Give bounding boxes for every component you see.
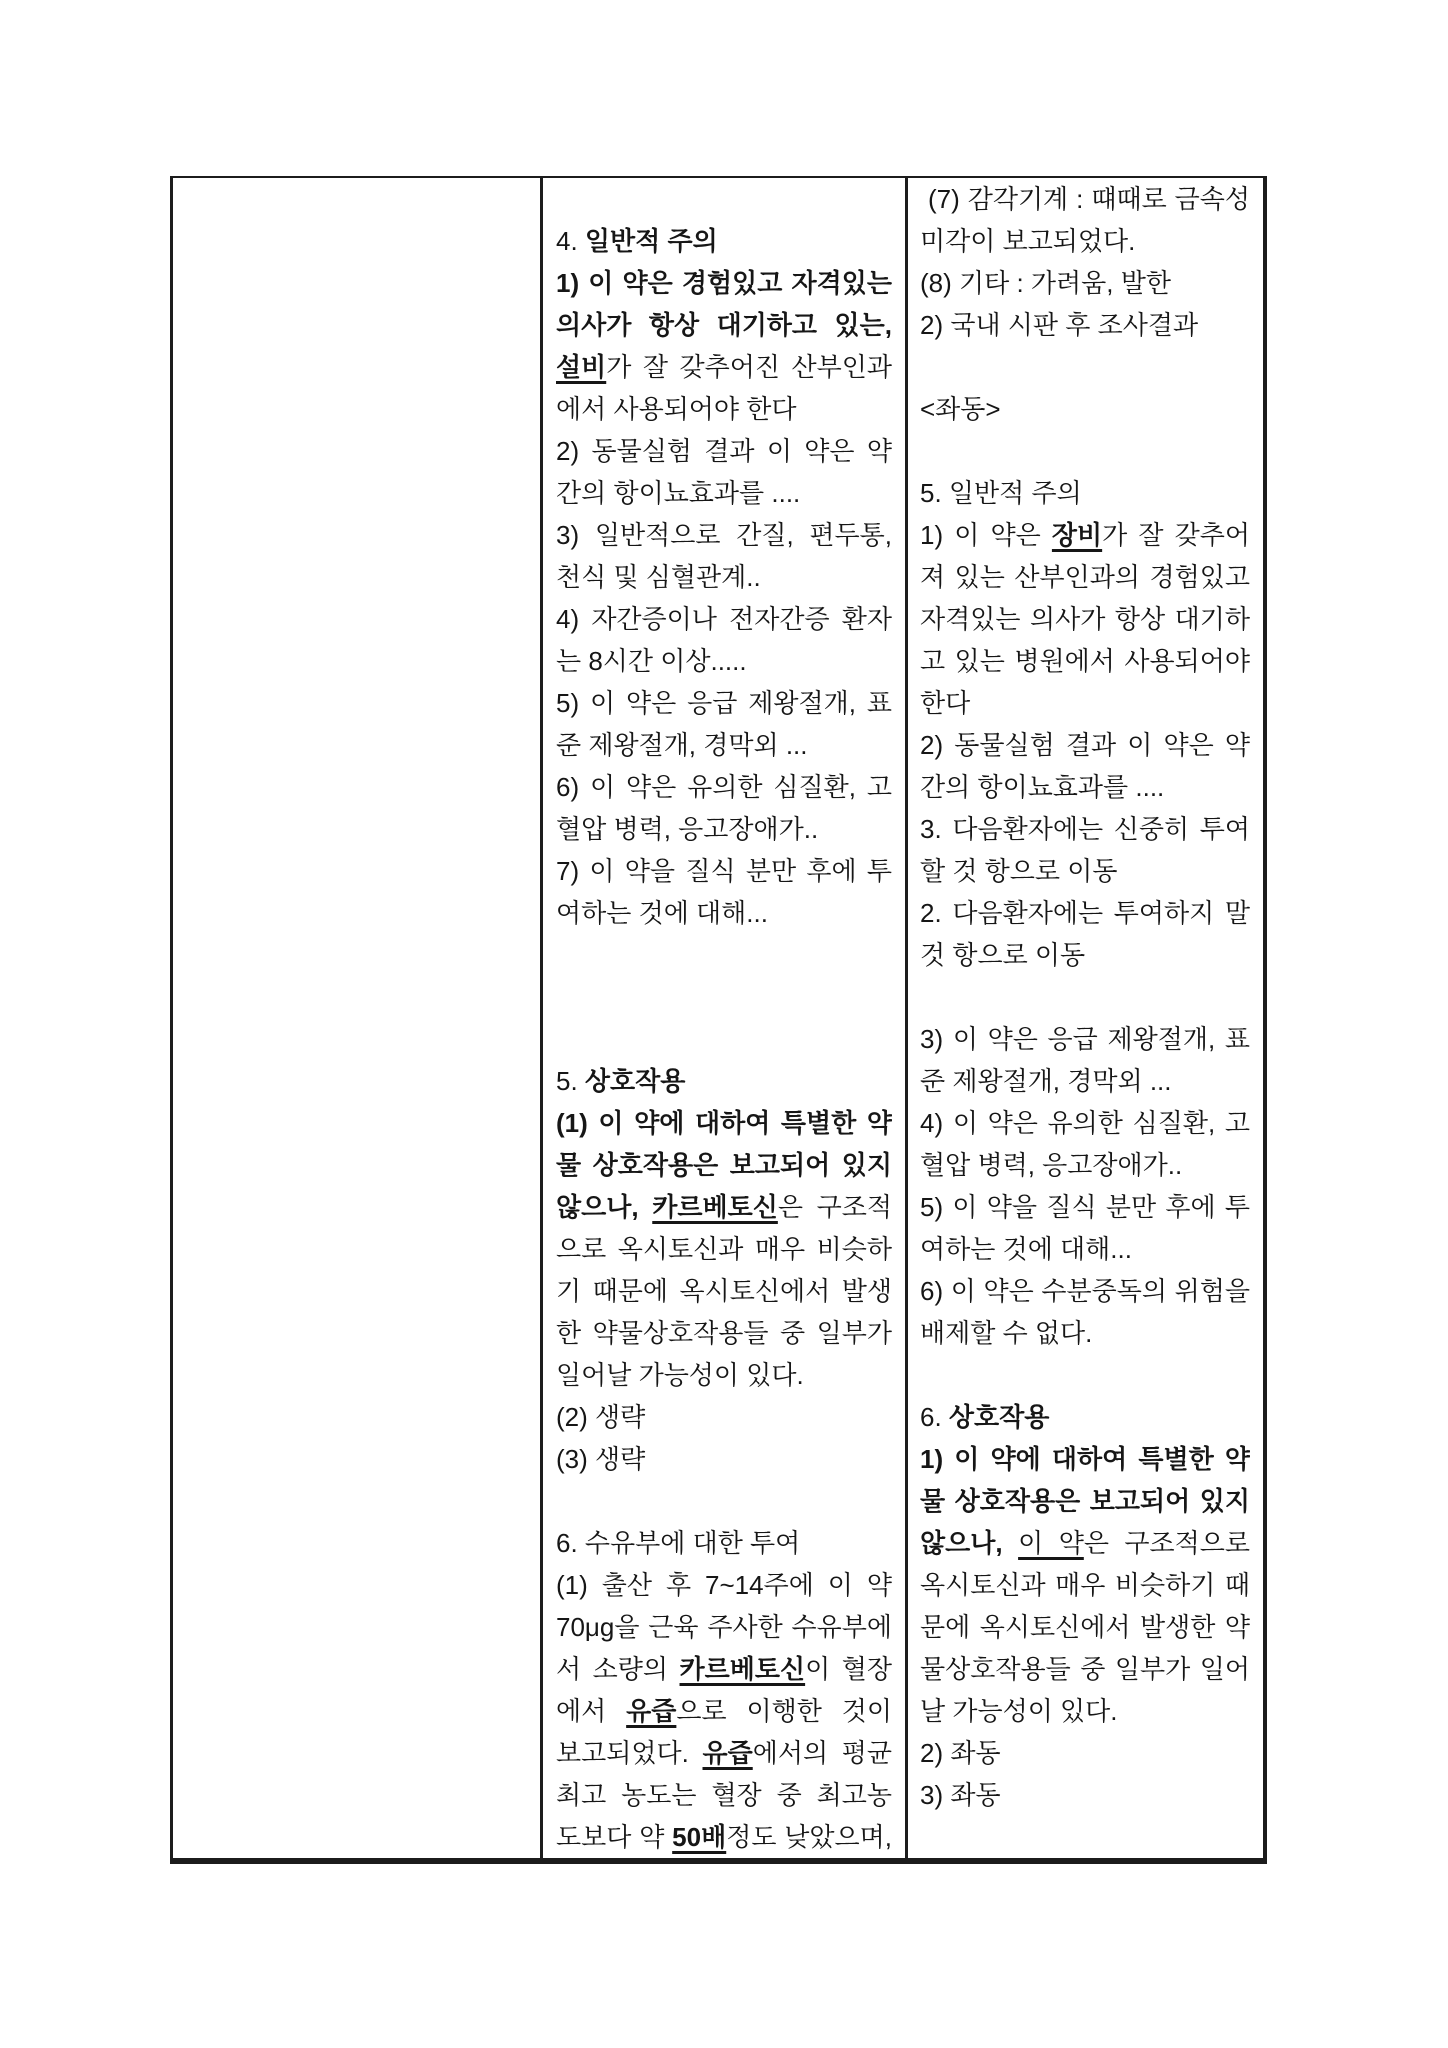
text-run: 3) 이 약은 응급 제왕절개, 표 bbox=[920, 1024, 1250, 1054]
text-line bbox=[556, 1270, 892, 1312]
text-run: (3) 생략 bbox=[556, 1444, 646, 1474]
comparison-table bbox=[170, 176, 1267, 1864]
text-run: 져 있는 산부인과의 경험있고 bbox=[920, 562, 1250, 592]
text-line bbox=[920, 430, 1250, 472]
text-run: (8) 기타 : 가려움, 발한 bbox=[920, 268, 1171, 298]
text-run: 70μg을 근육 주사한 수유부에 bbox=[556, 1612, 892, 1642]
text-line bbox=[556, 304, 892, 346]
text-run: 는 8시간 이상..... bbox=[556, 646, 747, 676]
text-line bbox=[556, 388, 892, 430]
text-run: 이 약 bbox=[1018, 1528, 1084, 1558]
text-line bbox=[920, 1606, 1250, 1648]
text-run: <좌동> bbox=[920, 394, 1001, 424]
text-run: 혈압 병력, 응고장애가.. bbox=[556, 814, 819, 844]
text-line bbox=[556, 1354, 892, 1396]
text-line bbox=[920, 556, 1250, 598]
text-line bbox=[920, 262, 1250, 304]
text-line bbox=[920, 1354, 1250, 1396]
text-line bbox=[556, 724, 892, 766]
text-run: 5. 일반적 주의 bbox=[920, 478, 1082, 508]
text-line bbox=[920, 1438, 1250, 1480]
text-line bbox=[920, 1186, 1250, 1228]
text-run: 2. 다음환자에는 투여하지 말 bbox=[920, 898, 1250, 928]
text-run: 에서 bbox=[556, 1696, 627, 1726]
text-line bbox=[920, 304, 1250, 346]
text-line bbox=[556, 346, 892, 388]
text-run: 상호작용 bbox=[584, 1066, 686, 1096]
text-run: 준 제왕절개, 경막외 ... bbox=[920, 1066, 1172, 1096]
text-run: 2) 좌동 bbox=[920, 1738, 1001, 1768]
text-run: 3) 좌동 bbox=[920, 1780, 1001, 1810]
text-line bbox=[556, 1816, 892, 1858]
text-run: 7) 이 약을 질식 분만 후에 투 bbox=[556, 856, 892, 886]
text-line bbox=[920, 388, 1250, 430]
text-run: 6) 이 약은 수분중독의 위험을 bbox=[920, 1276, 1250, 1306]
text-line bbox=[920, 472, 1250, 514]
text-line bbox=[920, 1270, 1250, 1312]
text-run: 일반적 주의 bbox=[584, 226, 718, 256]
table-cell-current-text bbox=[543, 178, 908, 1858]
text-line bbox=[556, 1774, 892, 1816]
text-line bbox=[556, 766, 892, 808]
text-run: 2) 동물실험 결과 이 약은 약 bbox=[556, 436, 892, 466]
text-run: 않으나, bbox=[920, 1528, 1019, 1558]
text-run: 장비 bbox=[1051, 520, 1103, 550]
text-line bbox=[920, 220, 1250, 262]
text-line bbox=[920, 346, 1250, 388]
text-run: 기 때문에 옥시토신에서 발생 bbox=[556, 1276, 892, 1306]
text-line bbox=[920, 1060, 1250, 1102]
text-line bbox=[920, 682, 1250, 724]
text-line bbox=[556, 1564, 892, 1606]
text-run: 6. 수유부에 대한 투여 bbox=[556, 1528, 801, 1558]
text-line bbox=[556, 1648, 892, 1690]
text-line bbox=[920, 1774, 1250, 1816]
text-run: 미각이 보고되었다. bbox=[920, 226, 1136, 256]
text-line bbox=[920, 724, 1250, 766]
text-line bbox=[920, 640, 1250, 682]
text-line bbox=[556, 1438, 892, 1480]
text-run: 도보다 약 bbox=[556, 1822, 673, 1852]
text-run: 으로 이행한 것이 bbox=[676, 1696, 892, 1726]
text-line bbox=[920, 1732, 1250, 1774]
text-run: 4. bbox=[556, 226, 585, 256]
text-run: 서 소량의 bbox=[556, 1654, 680, 1684]
text-run: 여하는 것에 대해... bbox=[920, 1234, 1132, 1264]
table-cell-revised-text bbox=[908, 178, 1263, 1858]
text-run: 1) 이 약은 bbox=[920, 520, 1052, 550]
text-run: 천식 및 심혈관계.. bbox=[556, 562, 761, 592]
text-run: 3. 다음환자에는 신중히 투여 bbox=[920, 814, 1250, 844]
text-run: (7) 감각기계 : 떄때로 금속성 bbox=[920, 184, 1250, 214]
text-run: 문에 옥시토신에서 발생한 약 bbox=[920, 1612, 1250, 1642]
text-run: 가 잘 갖추어 bbox=[1102, 520, 1250, 550]
text-line bbox=[920, 976, 1250, 1018]
text-run: 옥시토신과 매우 비슷하기 때 bbox=[920, 1570, 1250, 1600]
text-run: 가 잘 갖추어진 산부인과 bbox=[606, 352, 892, 382]
text-run: 4) 이 약은 유의한 심질환, 고 bbox=[920, 1108, 1250, 1138]
text-line bbox=[556, 430, 892, 472]
text-line bbox=[556, 1186, 892, 1228]
text-line bbox=[920, 1690, 1250, 1732]
text-run: (1) 출산 후 7~14주에 이 약 bbox=[556, 1570, 892, 1600]
text-line bbox=[920, 178, 1250, 220]
text-run: (1) 이 약에 대하여 특별한 약 bbox=[556, 1108, 892, 1138]
text-run: 은 구조적으로 bbox=[1083, 1528, 1250, 1558]
text-line bbox=[556, 178, 892, 220]
text-line bbox=[556, 892, 892, 934]
text-line bbox=[920, 1312, 1250, 1354]
text-run: 이 혈장 bbox=[805, 1654, 892, 1684]
text-line bbox=[556, 976, 892, 1018]
text-run: 카르베토신 bbox=[679, 1654, 806, 1684]
text-line bbox=[556, 1228, 892, 1270]
text-line bbox=[556, 1312, 892, 1354]
text-run: 일어날 가능성이 있다. bbox=[556, 1360, 804, 1390]
text-line bbox=[556, 1732, 892, 1774]
text-run: 2) 국내 시판 후 조사결과 bbox=[920, 310, 1199, 340]
text-run: 간의 항이뇨효과를 .... bbox=[556, 478, 801, 508]
text-line bbox=[556, 514, 892, 556]
text-line bbox=[556, 1018, 892, 1060]
text-line bbox=[920, 1396, 1250, 1438]
text-line bbox=[556, 640, 892, 682]
text-line bbox=[556, 1480, 892, 1522]
text-line bbox=[556, 1144, 892, 1186]
text-run: 않으나, bbox=[556, 1192, 653, 1222]
text-run: 준 제왕절개, 경막외 ... bbox=[556, 730, 808, 760]
text-line bbox=[556, 220, 892, 262]
text-line bbox=[920, 1102, 1250, 1144]
text-run: 1) 이 약은 경험있고 자격있는 bbox=[556, 268, 892, 298]
text-run: 의사가 항상 대기하고 있는, bbox=[556, 310, 892, 340]
text-line bbox=[556, 1690, 892, 1732]
text-run: 6) 이 약은 유의한 심질환, 고 bbox=[556, 772, 892, 802]
text-run: 배제할 수 없다. bbox=[920, 1318, 1093, 1348]
text-line bbox=[556, 556, 892, 598]
text-line bbox=[920, 1018, 1250, 1060]
text-run: 자격있는 의사가 항상 대기하 bbox=[920, 604, 1250, 634]
text-run: 할 것 항으로 이동 bbox=[920, 856, 1118, 886]
text-run: 여하는 것에 대해... bbox=[556, 898, 768, 928]
text-line bbox=[920, 1228, 1250, 1270]
text-line bbox=[556, 934, 892, 976]
text-run: 2) 동물실험 결과 이 약은 약 bbox=[920, 730, 1250, 760]
text-run: 1) 이 약에 대하여 특별한 약 bbox=[920, 1444, 1250, 1474]
text-run: 5) 이 약은 응급 제왕절개, 표 bbox=[556, 688, 892, 718]
text-line bbox=[920, 934, 1250, 976]
text-line bbox=[920, 766, 1250, 808]
text-line bbox=[920, 1144, 1250, 1186]
text-run: 한 약물상호작용들 중 일부가 bbox=[556, 1318, 892, 1348]
text-run: 한다 bbox=[920, 688, 971, 718]
text-run: 것 항으로 이동 bbox=[920, 940, 1086, 970]
text-line bbox=[556, 262, 892, 304]
text-run: 5. bbox=[556, 1066, 585, 1096]
text-run: 혈압 병력, 응고장애가.. bbox=[920, 1150, 1183, 1180]
text-run: 물 상호작용은 보고되어 있지 bbox=[920, 1486, 1250, 1516]
text-line bbox=[920, 1480, 1250, 1522]
table-cell-left-empty bbox=[173, 178, 543, 1858]
text-line bbox=[920, 514, 1250, 556]
text-line bbox=[920, 808, 1250, 850]
text-line bbox=[920, 850, 1250, 892]
text-line bbox=[920, 1564, 1250, 1606]
text-run: (2) 생략 bbox=[556, 1402, 646, 1432]
text-line bbox=[556, 850, 892, 892]
text-run: 3) 일반적으로 간질, 편두통, bbox=[556, 520, 892, 550]
text-line bbox=[556, 472, 892, 514]
text-line bbox=[920, 598, 1250, 640]
text-line bbox=[556, 1522, 892, 1564]
text-run: 50배 bbox=[672, 1822, 727, 1852]
text-line bbox=[556, 1060, 892, 1102]
text-run: 에서 사용되어야 한다 bbox=[556, 394, 797, 424]
text-run: 유즙 bbox=[626, 1696, 677, 1726]
text-line bbox=[920, 892, 1250, 934]
text-run: 은 구조적 bbox=[777, 1192, 892, 1222]
text-line bbox=[920, 1522, 1250, 1564]
text-run: 4) 자간증이나 전자간증 환자 bbox=[556, 604, 892, 634]
text-run: 유즙 bbox=[702, 1738, 753, 1768]
text-run: 물 상호작용은 보고되어 있지 bbox=[556, 1150, 892, 1180]
text-run: 6. bbox=[920, 1402, 949, 1432]
text-run: 5) 이 약을 질식 분만 후에 투 bbox=[920, 1192, 1250, 1222]
text-run: 에서의 평균 bbox=[752, 1738, 892, 1768]
text-run: 카르베토신 bbox=[652, 1192, 778, 1222]
text-run: 고 있는 병원에서 사용되어야 bbox=[920, 646, 1250, 676]
text-run: 상호작용 bbox=[948, 1402, 1050, 1432]
text-line bbox=[556, 682, 892, 724]
text-run: 간의 항이뇨효과를 .... bbox=[920, 772, 1165, 802]
text-run: 물상호작용들 중 일부가 일어 bbox=[920, 1654, 1250, 1684]
text-run: 으로 옥시토신과 매우 비슷하 bbox=[556, 1234, 892, 1264]
text-run: 설비 bbox=[556, 352, 607, 382]
text-run: 날 가능성이 있다. bbox=[920, 1696, 1118, 1726]
text-line bbox=[556, 598, 892, 640]
text-line bbox=[920, 1648, 1250, 1690]
text-line bbox=[556, 1396, 892, 1438]
text-run: 정도 낮았으며, bbox=[726, 1822, 892, 1852]
text-line bbox=[556, 1102, 892, 1144]
text-line bbox=[556, 1606, 892, 1648]
text-run: 최고 농도는 혈장 중 최고농 bbox=[556, 1780, 892, 1810]
text-run: 보고되었다. bbox=[556, 1738, 703, 1768]
text-line bbox=[556, 808, 892, 850]
